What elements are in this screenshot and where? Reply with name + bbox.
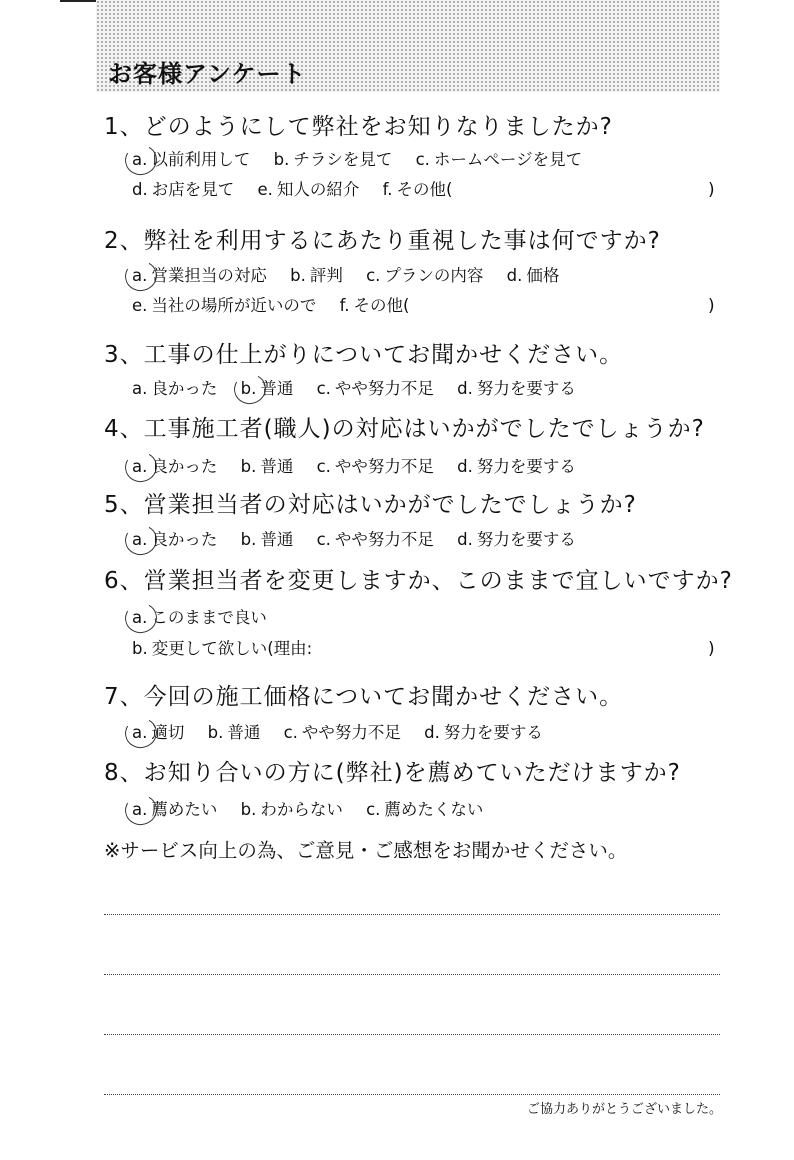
q4-option-c-letter: c. [316,457,331,476]
q4-option-c-label: やや努力不足 [334,457,434,476]
q7-option-b-letter: b. [207,723,224,742]
q1-option-c[interactable] [416,148,583,172]
q2-option-f-label: その他( [353,296,410,315]
q3-option-a-letter: a. [132,379,148,398]
question-4-options [132,455,594,479]
question-6-options-line-1 [132,606,285,630]
q3-option-c-letter: c. [316,379,331,398]
q8-option-b-label: わからない [260,800,343,819]
q2-option-c[interactable] [366,264,483,288]
question-5: 5、営業担当者の対応はいかがでしたでしょうか? [104,492,637,518]
q2-option-a-label: 営業担当の対応 [151,266,267,285]
q3-option-a-label: 良かった [151,379,218,398]
q6-option-a-letter: a. [132,606,147,630]
question-3: 3、工事の仕上がりについてお聞かせください。 [104,342,624,368]
q2-option-f-letter: f. [339,296,350,315]
q5-option-d-letter: d. [457,530,473,549]
q1-option-b-letter: b. [273,150,290,169]
q7-option-b-label: 普通 [227,723,261,742]
q4-option-b-letter: b. [240,457,257,476]
q5-option-a-label: 良かった [151,530,218,549]
q7-option-d[interactable] [424,721,543,745]
q3-option-d-label: 努力を要する [476,379,576,398]
q3-option-a[interactable] [132,377,217,401]
q8-option-b-letter: b. [240,800,257,819]
q1-option-e[interactable] [257,178,359,202]
q4-option-b-label: 普通 [260,457,294,476]
q6-close-paren: ) [708,639,715,659]
q4-option-a-letter: a. [132,455,147,479]
q1-option-a[interactable] [132,148,250,172]
q8-option-a[interactable] [132,798,217,822]
q2-option-a-letter: a. [132,264,147,288]
question-6-options-line-2 [132,637,330,661]
q1-option-d-letter: d. [132,180,148,199]
comment-line-2[interactable] [104,974,720,975]
question-5-options [132,528,594,552]
q4-option-a[interactable] [132,455,217,479]
q5-option-b-label: 普通 [260,530,294,549]
question-8: 8、お知り合いの方に(弊社)を薦めていただけますか? [104,760,681,786]
q7-option-c[interactable] [284,721,401,745]
q7-option-b[interactable] [208,721,261,745]
q5-option-a-letter: a. [132,528,147,552]
q2-option-b[interactable] [290,264,343,288]
q2-option-b-label: 評判 [309,266,343,285]
q1-option-f[interactable] [383,178,453,202]
q1-option-f-label: その他( [396,180,453,199]
q7-option-c-label: やや努力不足 [301,723,401,742]
q2-option-e[interactable] [132,294,316,318]
q6-option-a-label: このままで良い [151,608,267,627]
q5-option-d-label: 努力を要する [476,530,576,549]
thanks-message: ご協力ありがとうございました。 [526,1102,722,1117]
q3-option-b-letter: b. [241,377,257,401]
q5-option-c-label: やや努力不足 [334,530,434,549]
question-1: 1、どのようにして弊社をお知りなりましたか? [104,114,613,140]
q7-option-c-letter: c. [283,723,298,742]
q5-option-c-letter: c. [316,530,331,549]
q2-close-paren: ) [708,296,715,316]
question-3-options [132,377,594,401]
q5-option-b-letter: b. [240,530,257,549]
q6-option-b-label: 変更して欲しい(理由: [151,639,313,658]
q4-option-d-label: 努力を要する [476,457,576,476]
question-2: 2、弊社を利用するにあたり重視した事は何ですか? [104,228,661,254]
q2-option-d[interactable] [507,264,560,288]
q1-option-b-label: チラシを見て [293,150,393,169]
q6-option-b[interactable] [132,637,312,661]
q2-option-c-label: プランの内容 [384,266,484,285]
q3-option-b-label: 普通 [260,379,294,398]
q5-option-c[interactable] [317,528,434,552]
q1-option-e-letter: e. [257,180,273,199]
q7-option-a-letter: a. [132,721,147,745]
q6-option-b-letter: b. [132,639,148,658]
q2-option-d-letter: d. [506,266,523,285]
question-4: 4、工事施工者(職人)の対応はいかがでしたでしょうか? [104,416,705,442]
q1-option-d-label: お店を見て [151,180,235,199]
q2-option-f[interactable] [340,294,410,318]
q1-option-d[interactable] [132,178,234,202]
question-7-options [132,721,561,745]
q4-option-d-letter: d. [457,457,473,476]
q2-option-a[interactable] [132,264,267,288]
q7-option-d-letter: d. [424,723,440,742]
q3-option-d[interactable] [457,377,576,401]
q2-option-e-label: 当社の場所が近いので [151,296,317,315]
q5-option-d[interactable] [457,528,576,552]
q8-option-b[interactable] [241,798,343,822]
q2-option-e-letter: e. [132,296,148,315]
question-1-options-line-1 [132,148,600,172]
question-7: 7、今回の施工価格についてお聞かせください。 [104,684,624,710]
q4-option-d[interactable] [457,455,576,479]
q1-option-c-letter: c. [415,150,430,169]
q2-option-b-letter: b. [290,266,306,285]
page-title: お客様アンケート [108,60,307,88]
comment-line-1[interactable] [104,914,720,915]
q3-option-d-letter: d. [457,379,473,398]
q1-close-paren: ) [708,180,715,200]
q8-option-c[interactable] [366,798,483,822]
q3-option-b[interactable] [241,377,294,401]
q4-option-a-label: 良かった [151,457,218,476]
q1-option-a-letter: a. [132,148,147,172]
q3-option-c-label: やや努力不足 [334,379,434,398]
q1-option-e-label: 知人の紹介 [276,180,360,199]
q4-option-b[interactable] [241,455,294,479]
comment-line-4[interactable] [104,1094,720,1095]
comment-line-3[interactable] [104,1034,720,1035]
q1-option-c-label: ホームページを見て [433,150,583,169]
question-2-options-line-2 [132,294,427,318]
comment-note: ※サービス向上の為、ご意見・ご感想をお聞かせください。 [104,839,628,862]
q1-option-a-label: 以前利用して [151,150,251,169]
q1-option-b[interactable] [274,148,393,172]
q7-option-a[interactable] [132,721,184,745]
q7-option-a-label: 適切 [151,723,185,742]
q8-option-a-label: 薦めたい [151,800,218,819]
q2-option-c-letter: c. [366,266,381,285]
question-8-options [132,798,501,822]
q5-option-b[interactable] [241,528,294,552]
question-1-options-line-2 [132,178,470,202]
q3-option-c[interactable] [317,377,434,401]
q5-option-a[interactable] [132,528,217,552]
q1-option-f-letter: f. [382,180,393,199]
q7-option-d-label: 努力を要する [443,723,543,742]
q6-option-a[interactable] [132,606,267,630]
q8-option-a-letter: a. [132,798,147,822]
q8-option-c-letter: c. [366,800,381,819]
q8-option-c-label: 薦めたくない [384,800,484,819]
question-6: 6、営業担当者を変更しますか、このままで宜しいですか? [104,568,733,594]
q4-option-c[interactable] [317,455,434,479]
question-2-options-line-1 [132,264,577,288]
q2-option-d-label: 価格 [526,266,560,285]
